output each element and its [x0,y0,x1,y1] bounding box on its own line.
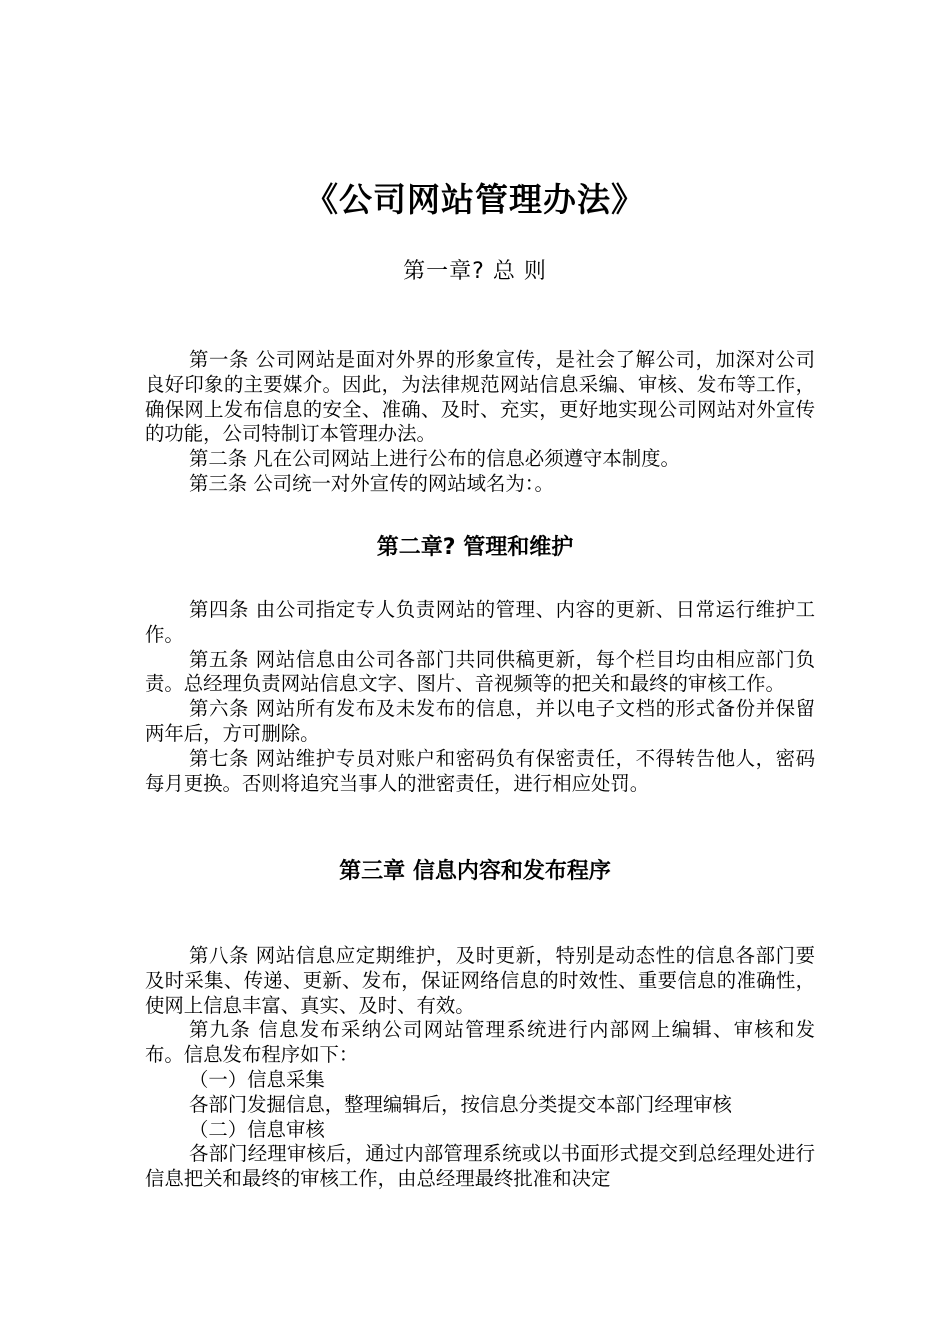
procedure-step-1-heading: （一）信息采集 [189,1067,325,1091]
article-6: 第六条 网站所有发布及未发布的信息，并以电子文档的形式备份并保留两年后，方可删除。 [145,697,815,745]
article-5: 第五条 网站信息由公司各部门共同供稿更新，每个栏目均由相应部门负责。总经理负责网站信息文字、图片、音视频等的把关和最终的审核工作。 [145,647,815,696]
procedure-step-2-text: 各部门经理审核后，通过内部管理系统或以书面形式提交到总经理处进行信息把关和最终的审核工作，由总经理最终批准和决定 [145,1142,815,1191]
document-title: 《公司网站管理办法》 [305,180,645,219]
procedure-step-1-text: 各部门发掘信息，整理编辑后，按信息分类提交本部门经理审核 [189,1092,732,1116]
article-1: 第一条 公司网站是面对外界的形象宣传，是社会了解公司，加深对公司良好印象的主要媒介。因此，为法律规范网站信息采编、审核、发布等工作，确保网上发布信息的安全、准确、及时、充实，更好地实现公司网站对外宣传的功能，公司特制订本管理办法。 [145,348,815,446]
article-9: 第九条 信息发布采纳公司网站管理系统进行内部网上编辑、审核和发布。信息发布程序如下： [145,1018,815,1067]
article-4: 第四条 由公司指定专人负责网站的管理、内容的更新、日常运行维护工作。 [145,598,815,646]
article-7: 第七条 网站维护专员对账户和密码负有保密责任，不得转告他人，密码每月更换。否则将追究当事人的泄密责任，进行相应处罚。 [145,746,815,795]
chapter-2-heading: 第二章? 管理和维护 [376,535,574,560]
article-2: 第二条 凡在公司网站上进行公布的信息必须遵守本制度。 [189,447,680,471]
chapter-3-body [145,944,815,1192]
chapter-2-body [145,598,815,796]
chapter-1-heading: 第一章? 总 则 [403,259,547,284]
article-3: 第三条 公司统一对外宣传的网站域名为：。 [189,471,554,495]
chapter-3-heading: 第三章 信息内容和发布程序 [339,859,611,884]
chapter-1-body [145,348,815,497]
article-8: 第八条 网站信息应定期维护，及时更新，特别是动态性的信息各部门要及时采集、传递、更新、发布，保证网络信息的时效性、重要信息的准确性，使网上信息丰富、真实、及时、有效。 [145,944,815,1017]
procedure-step-2-heading: （二）信息审核 [189,1117,325,1141]
